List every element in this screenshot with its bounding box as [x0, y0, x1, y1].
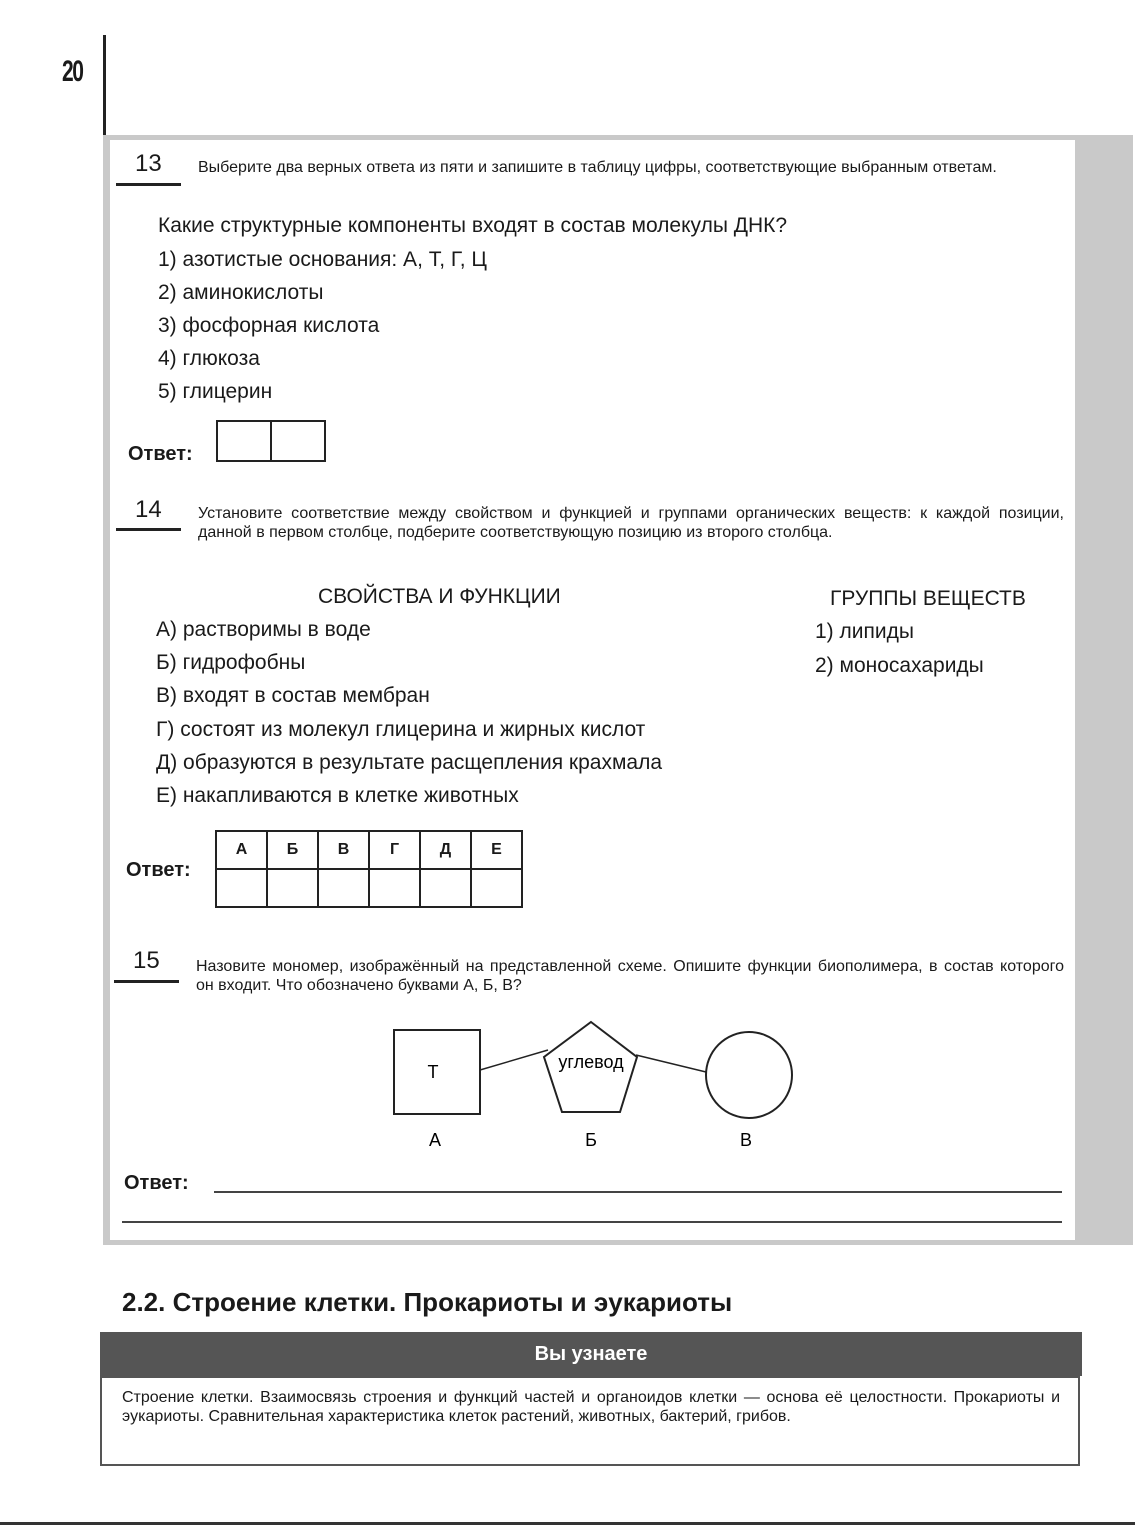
q13-answer-table[interactable]: [216, 420, 326, 462]
q14-right-header: ГРУППЫ ВЕЩЕСТВ: [830, 587, 1026, 610]
page-number: 20: [62, 55, 83, 88]
letter-v: В: [739, 1130, 753, 1150]
q14-col-header: Г: [369, 831, 420, 869]
q14-left-item: Б) гидрофобны: [156, 651, 306, 674]
q14-answer-cell[interactable]: [318, 869, 369, 907]
q14-col-header: Б: [267, 831, 318, 869]
section-title: 2.2. Строение клетки. Прокариоты и эукариоты: [122, 1287, 733, 1317]
q14-right-item: 2) моносахариды: [815, 654, 984, 677]
margin-rule: [103, 35, 106, 135]
nucleotide-diagram: [380, 1010, 810, 1160]
q14-left-item: А) растворимы в воде: [156, 618, 371, 641]
letter-a: А: [428, 1130, 442, 1150]
answer-line[interactable]: [214, 1191, 1062, 1193]
q14-answer-cell[interactable]: [471, 869, 522, 907]
q14-left-item: Д) образуются в результате расщепления крахмала: [156, 751, 663, 774]
bond-line: [636, 1055, 706, 1072]
q13-question: Какие структурные компоненты входят в состав молекулы ДНК?: [158, 214, 788, 237]
q14-left-header: СВОЙСТВА И ФУНКЦИИ: [318, 585, 561, 608]
sugar-label: углевод: [558, 1052, 624, 1072]
learn-bar: Вы узнаете: [100, 1332, 1082, 1376]
q15-number: 15: [133, 947, 160, 974]
q14-answer-table[interactable]: [215, 830, 523, 908]
q14-answer-cell[interactable]: [216, 869, 267, 907]
q14-number-bar: [116, 528, 181, 531]
footer-rule: [0, 1522, 1135, 1525]
q14-col-header: Е: [471, 831, 522, 869]
q13-number-bar: [116, 183, 181, 186]
q13-answer-cell[interactable]: [271, 421, 325, 461]
learn-text: Строение клетки. Взаимосвязь строения и функций частей и органоидов клетки — основа её целостности. Прокариоты и эукариоты. Сравнительная характеристика клеток растений, животных, бактерий, грибов.: [122, 1389, 1060, 1425]
q14-answer-cell[interactable]: [420, 869, 471, 907]
q14-col-header: В: [318, 831, 369, 869]
bond-line: [480, 1050, 548, 1070]
q15-number-bar: [114, 980, 179, 983]
q14-answer-cell[interactable]: [369, 869, 420, 907]
q13-answer-label: Ответ:: [128, 443, 193, 465]
q15-instruction: Назовите мономер, изображённый на представленной схеме. Опишите функции биополимера, в состав которого он входит. Что обозначено буквами А, Б, В?: [196, 958, 1064, 994]
q14-left-item: Г) состоят из молекул глицерина и жирных кислот: [156, 718, 646, 741]
q14-col-header: А: [216, 831, 267, 869]
q13-option: 5) глицерин: [158, 380, 273, 403]
base-label: Т: [427, 1062, 439, 1082]
q14-number: 14: [135, 496, 162, 523]
q14-instruction: Установите соответствие между свойством и функцией и группами органических веществ: к каждой позиции, данной в первом столбце, подберите соответствующую позицию из второго столбца.: [198, 505, 1064, 541]
q14-answer-cell[interactable]: [267, 869, 318, 907]
q14-answer-label: Ответ:: [126, 859, 191, 881]
letter-b: Б: [585, 1130, 597, 1150]
q15-answer-label: Ответ:: [124, 1172, 189, 1194]
phosphate-circle: [706, 1032, 792, 1118]
q13-option: 3) фосфорная кислота: [158, 314, 380, 337]
q14-col-header: Д: [420, 831, 471, 869]
q13-option: 2) аминокислоты: [158, 281, 324, 304]
q13-option: 4) глюкоза: [158, 347, 260, 370]
q14-left-item: Е) накапливаются в клетке животных: [156, 784, 519, 807]
q14-left-item: В) входят в состав мембран: [156, 684, 430, 707]
q13-answer-cell[interactable]: [217, 421, 271, 461]
q13-option: 1) азотистые основания: А, Т, Г, Ц: [158, 248, 487, 271]
q14-right-item: 1) липиды: [815, 620, 914, 643]
q13-instruction: Выберите два верных ответа из пяти и запишите в таблицу цифры, соответствующие выбранным ответам.: [198, 159, 997, 176]
answer-line[interactable]: [122, 1221, 1062, 1223]
q13-number: 13: [135, 150, 162, 177]
